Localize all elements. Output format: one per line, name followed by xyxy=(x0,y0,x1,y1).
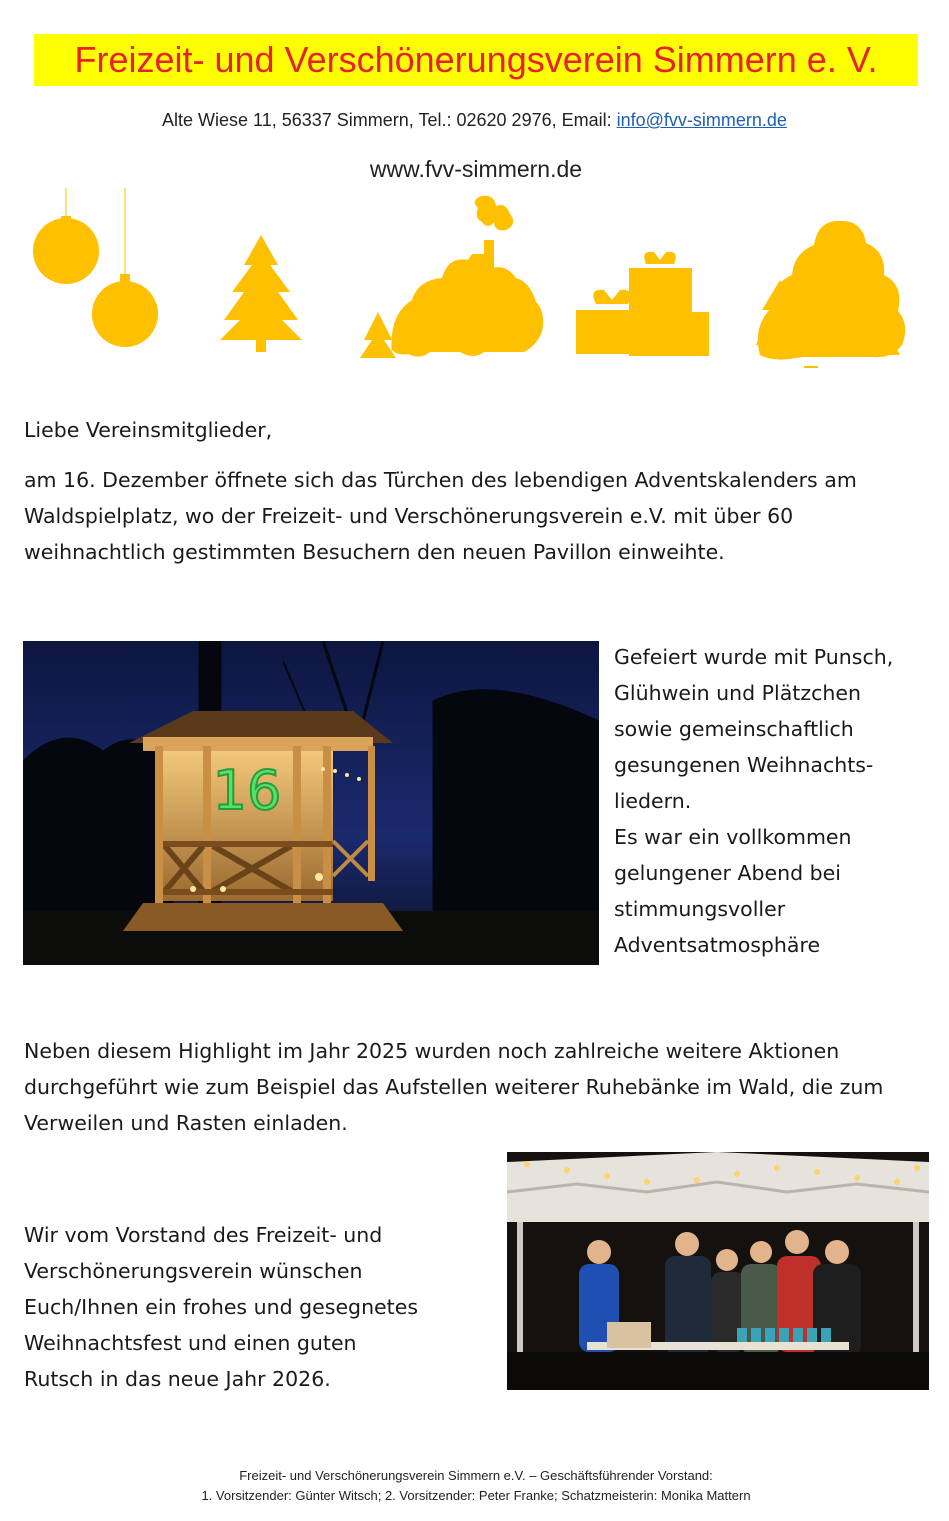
pavilion-numerals: 16 xyxy=(212,759,282,822)
footer-line: 1. Vorsitzender: Günter Witsch; 2. Vorsitzender: Peter Franke; Schatzmeisterin: Monika Mattern xyxy=(201,1488,751,1503)
text-line: Rutsch in das neue Jahr 2026. xyxy=(24,1367,331,1391)
text-line: Euch/Ihnen ein frohes und gesegnetes xyxy=(24,1295,419,1319)
text-line: Glühwein und Plätzchen xyxy=(614,681,861,705)
text-line: Es war ein vollkommen xyxy=(614,825,852,849)
pavilion-photo xyxy=(23,641,599,965)
text-line: stimmungsvoller xyxy=(614,897,786,921)
christmas-wishes xyxy=(24,1217,494,1397)
text-line: Wir vom Vorstand des Freizeit- und xyxy=(24,1223,383,1247)
greeting: Liebe Vereinsmitglieder, xyxy=(24,418,273,442)
fir-tree-icon xyxy=(220,235,302,352)
snowy-trees-icon xyxy=(756,221,905,368)
text-line: liedern. xyxy=(614,789,692,813)
text-line: sowie gemeinschaftlich xyxy=(614,717,854,741)
text-line: Verschönerungsverein wünschen xyxy=(24,1259,363,1283)
winter-village-icon xyxy=(360,196,543,358)
page-title: Freizeit- und Verschönerungsverein Simmern e. V. xyxy=(34,34,918,86)
text-line: Gefeiert wurde mit Punsch, xyxy=(614,645,894,669)
celebration-text xyxy=(614,639,934,963)
board-members-photo xyxy=(507,1152,929,1390)
christmas-baubles-icon xyxy=(33,188,158,347)
website-url: www.fvv-simmern.de xyxy=(369,156,583,182)
text-line: Weihnachtsfest und einen guten xyxy=(24,1331,357,1355)
text-line: gesungenen Weihnachts- xyxy=(614,753,874,777)
text-line: gelungener Abend bei xyxy=(614,861,841,885)
address-text: Alte Wiese 11, 56337 Simmern, Tel.: 02620 2976, Email: xyxy=(162,110,617,130)
footer-line: Freizeit- und Verschönerungsverein Simmern e.V. – Geschäftsführender Vorstand: xyxy=(239,1468,713,1483)
intro-paragraph: am 16. Dezember öffnete sich das Türchen des lebendigen Adventskalenders am Waldspielplatz, wo der Freizeit- und Verschönerungsverein e.V. mit über 60 weihnachtlich gestimmten Besuchern den neuen Pavillon einweihte. xyxy=(24,468,857,564)
email-link[interactable]: info@fvv-simmern.de xyxy=(616,110,787,130)
contact-line xyxy=(0,110,949,131)
gift-boxes-icon xyxy=(576,252,709,356)
footer xyxy=(0,1466,949,1506)
activities-paragraph: Neben diesem Highlight im Jahr 2025 wurden noch zahlreiche weitere Aktionen durchgeführt wie zum Beispiel das Aufstellen weiterer Ruhebänke im Wald, die zum Verweilen und Rasten einladen. xyxy=(24,1039,884,1135)
christmas-ornament-banner xyxy=(0,180,949,380)
text-line: Adventsatmosphäre xyxy=(614,933,821,957)
